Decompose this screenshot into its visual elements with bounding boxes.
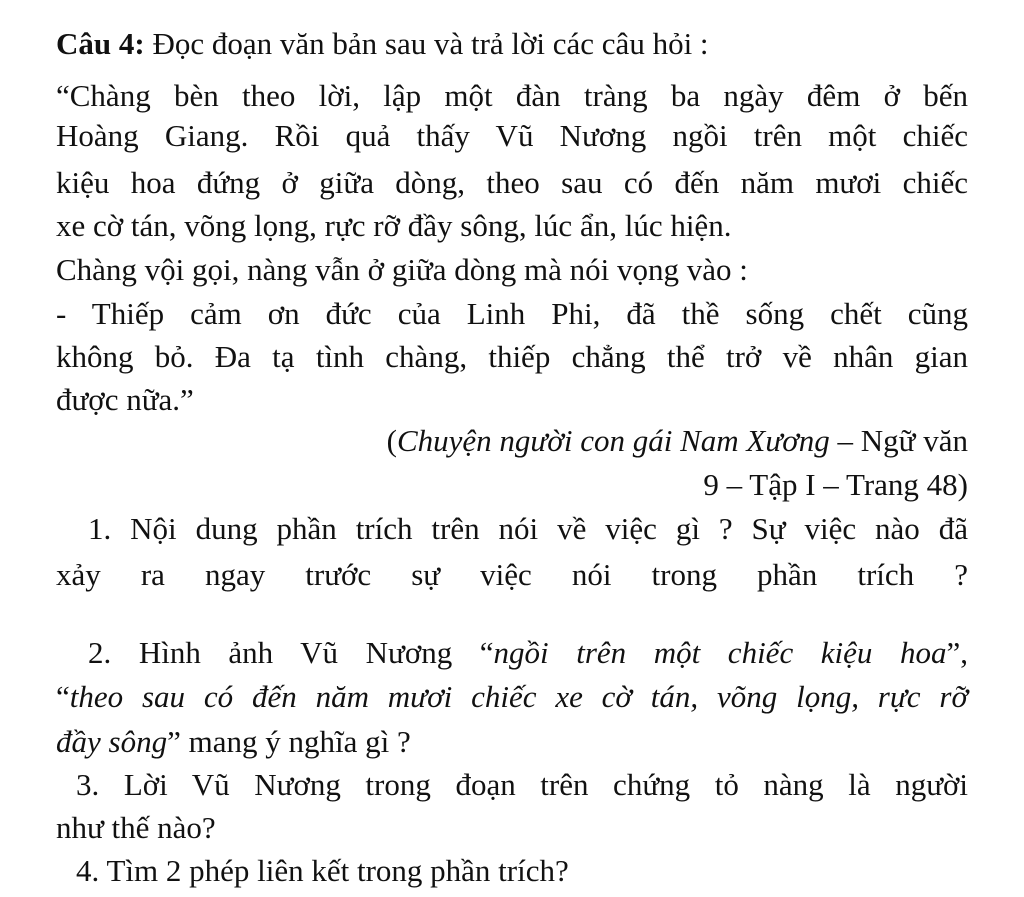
source-title: Chuyện người con gái Nam Xương: [396, 423, 830, 458]
question-2-line: [88, 633, 968, 673]
excerpt-line: Hoàng Giang. Rồi quả thấy Vũ Nương ngồi trên một chiếc: [56, 118, 968, 153]
excerpt-line: “Chàng bèn theo lời, lập một đàn tràng ba ngày đêm ở bến: [56, 78, 968, 113]
question-2-line: [56, 677, 968, 717]
q2-suffix: ” mang ý nghĩa gì ?: [167, 724, 411, 759]
question-1-line: xảy ra ngay trước sự việc nói trong phần trích ?: [56, 557, 968, 592]
question-3-line: như thế nào?: [56, 810, 216, 845]
question-instruction: Đọc đoạn văn bản sau và trả lời các câu hỏi :: [152, 26, 709, 61]
q2-open2: “: [56, 679, 70, 714]
q2-prefix: 2. Hình ảnh Vũ Nương “: [88, 635, 494, 670]
question-3-line: 3. Lời Vũ Nương trong đoạn trên chứng tỏ nàng là người: [76, 767, 968, 802]
q2-quote1: ngồi trên một chiếc kiệu hoa: [493, 635, 947, 670]
source-open-paren: (: [386, 423, 397, 458]
question-1-line: 1. Nội dung phần trích trên nói về việc gì ? Sự việc nào đã: [88, 511, 968, 546]
q2-quote2a: theo sau có đến năm mươi chiếc xe cờ tán, võng lọng, rực rỡ: [69, 679, 968, 714]
excerpt-line: xe cờ tán, võng lọng, rực rỡ đầy sông, lúc ẩn, lúc hiện.: [56, 208, 732, 243]
excerpt-line: - Thiếp cảm ơn đức của Linh Phi, đã thề sống chết cũng: [56, 296, 968, 331]
source-citation: [56, 421, 968, 461]
question-2-line: [56, 722, 968, 762]
question-4-line: 4. Tìm 2 phép liên kết trong phần trích?: [76, 853, 569, 888]
question-label: Câu 4:: [56, 26, 145, 61]
source-citation-line2: 9 – Tập I – Trang 48): [703, 467, 968, 502]
q2-quote2b: đầy sông: [56, 724, 168, 759]
excerpt-line: kiệu hoa đứng ở giữa dòng, theo sau có đến năm mươi chiếc: [56, 165, 968, 200]
excerpt-line: được nữa.”: [56, 382, 194, 417]
source-rest: – Ngữ văn: [829, 423, 968, 458]
question-heading: [56, 24, 968, 64]
q2-mid: ”,: [946, 635, 968, 670]
excerpt-line: Chàng vội gọi, nàng vẫn ở giữa dòng mà nói vọng vào :: [56, 252, 748, 287]
excerpt-line: không bỏ. Đa tạ tình chàng, thiếp chẳng thể trở về nhân gian: [56, 339, 968, 374]
